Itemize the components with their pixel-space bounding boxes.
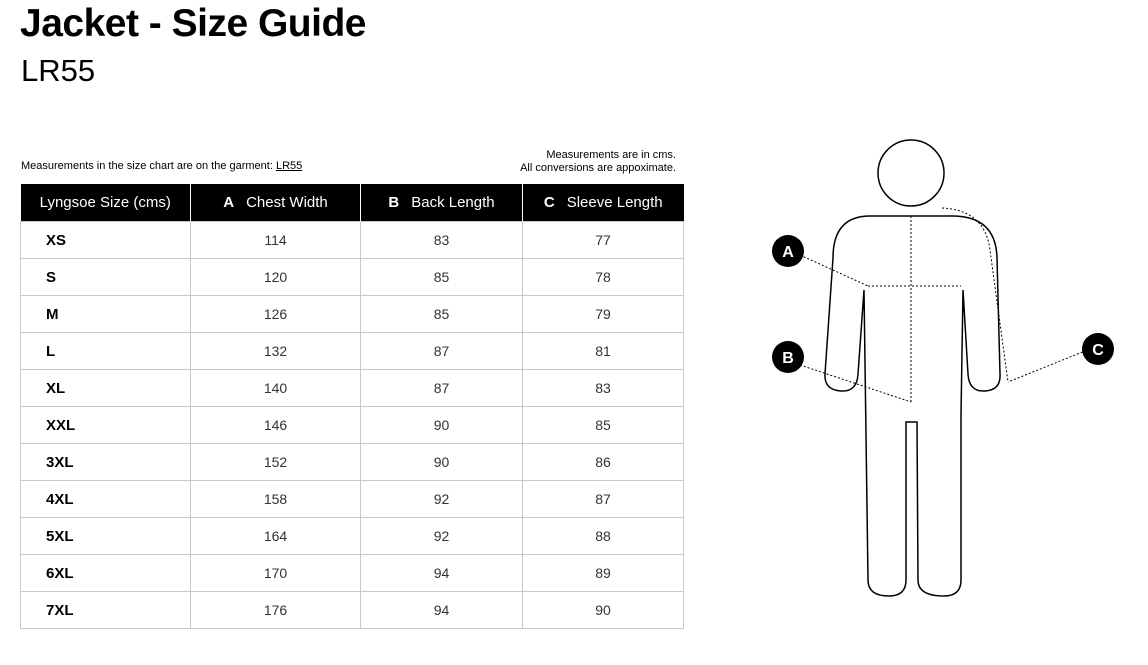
units-note-line: Measurements are in cms. xyxy=(546,149,676,161)
size-cell: 3XL xyxy=(21,444,191,481)
back-length-cell: 87 xyxy=(361,333,523,370)
header-back-length xyxy=(361,184,523,222)
size-cell: XL xyxy=(21,370,191,407)
conversion-note-line: All conversions are appoximate. xyxy=(520,162,676,174)
chest-width-cell: 114 xyxy=(191,222,361,259)
back-length-cell: 90 xyxy=(361,444,523,481)
garment-code-link[interactable]: LR55 xyxy=(275,160,303,172)
marker-a xyxy=(772,235,804,267)
chest-width-cell: 170 xyxy=(191,555,361,592)
chest-width-cell: 158 xyxy=(191,481,361,518)
product-code: LR55 xyxy=(21,53,96,88)
size-cell: XXL xyxy=(21,407,191,444)
size-cell: 7XL xyxy=(21,592,191,629)
table-row xyxy=(21,222,684,259)
marker-c xyxy=(1082,333,1114,365)
sleeve-length-cell: 81 xyxy=(523,333,684,370)
back-length-cell: 85 xyxy=(361,259,523,296)
chest-width-cell: 164 xyxy=(191,518,361,555)
sleeve-length-cell: 78 xyxy=(523,259,684,296)
header-label: Lyngsoe Size (cms) xyxy=(39,194,171,211)
size-cell: S xyxy=(21,259,191,296)
marker-b-label: B xyxy=(782,350,794,367)
marker-b xyxy=(772,341,804,373)
header-letter: C xyxy=(543,194,555,211)
chest-width-cell: 176 xyxy=(191,592,361,629)
header-letter: B xyxy=(388,194,400,211)
header-label: Chest Width xyxy=(246,194,328,211)
marker-a-label: A xyxy=(782,244,794,261)
leader-c xyxy=(1008,349,1090,382)
back-length-cell: 85 xyxy=(361,296,523,333)
figure-body-outline xyxy=(825,216,1000,596)
header-label: Back Length xyxy=(411,194,495,211)
garment-note xyxy=(21,160,302,172)
garment-note-text: Measurements in the size chart are on the garment: xyxy=(21,160,276,172)
figure-head xyxy=(878,140,944,206)
size-table-header xyxy=(21,184,684,222)
size-cell: XS xyxy=(21,222,191,259)
table-row xyxy=(21,444,684,481)
back-length-cell: 94 xyxy=(361,555,523,592)
chest-width-cell: 132 xyxy=(191,333,361,370)
back-length-cell: 87 xyxy=(361,370,523,407)
sleeve-length-cell: 88 xyxy=(523,518,684,555)
chest-width-cell: 126 xyxy=(191,296,361,333)
sleeve-length-cell: 85 xyxy=(523,407,684,444)
body-measurement-diagram xyxy=(760,130,1120,610)
leader-a xyxy=(800,255,868,286)
chest-width-cell: 140 xyxy=(191,370,361,407)
sleeve-length-cell: 90 xyxy=(523,592,684,629)
back-length-cell: 94 xyxy=(361,592,523,629)
size-cell: 6XL xyxy=(21,555,191,592)
units-note xyxy=(480,149,676,175)
back-length-cell: 92 xyxy=(361,518,523,555)
header-chest-width xyxy=(191,184,361,222)
back-length-cell: 92 xyxy=(361,481,523,518)
sleeve-length-cell: 79 xyxy=(523,296,684,333)
back-length-cell: 90 xyxy=(361,407,523,444)
back-length-cell: 83 xyxy=(361,222,523,259)
size-cell: 5XL xyxy=(21,518,191,555)
chest-width-cell: 120 xyxy=(191,259,361,296)
sleeve-length-cell: 87 xyxy=(523,481,684,518)
table-row xyxy=(21,333,684,370)
sleeve-length-cell: 77 xyxy=(523,222,684,259)
sleeve-length-cell: 83 xyxy=(523,370,684,407)
header-label: Sleeve Length xyxy=(566,194,663,211)
table-row xyxy=(21,296,684,333)
sleeve-length-cell: 89 xyxy=(523,555,684,592)
chest-width-cell: 152 xyxy=(191,444,361,481)
header-sleeve-length xyxy=(523,184,684,222)
header-letter: A xyxy=(223,194,235,211)
size-cell: M xyxy=(21,296,191,333)
table-row xyxy=(21,592,684,629)
chest-width-cell: 146 xyxy=(191,407,361,444)
table-row xyxy=(21,370,684,407)
header-size xyxy=(21,184,191,222)
marker-c-label: C xyxy=(1092,342,1104,359)
table-row xyxy=(21,259,684,296)
table-row xyxy=(21,481,684,518)
table-row xyxy=(21,407,684,444)
table-row xyxy=(21,518,684,555)
size-cell: L xyxy=(21,333,191,370)
table-row xyxy=(21,555,684,592)
page-title: Jacket - Size Guide xyxy=(20,2,366,45)
size-cell: 4XL xyxy=(21,481,191,518)
sleeve-length-cell: 86 xyxy=(523,444,684,481)
size-table xyxy=(20,184,684,629)
